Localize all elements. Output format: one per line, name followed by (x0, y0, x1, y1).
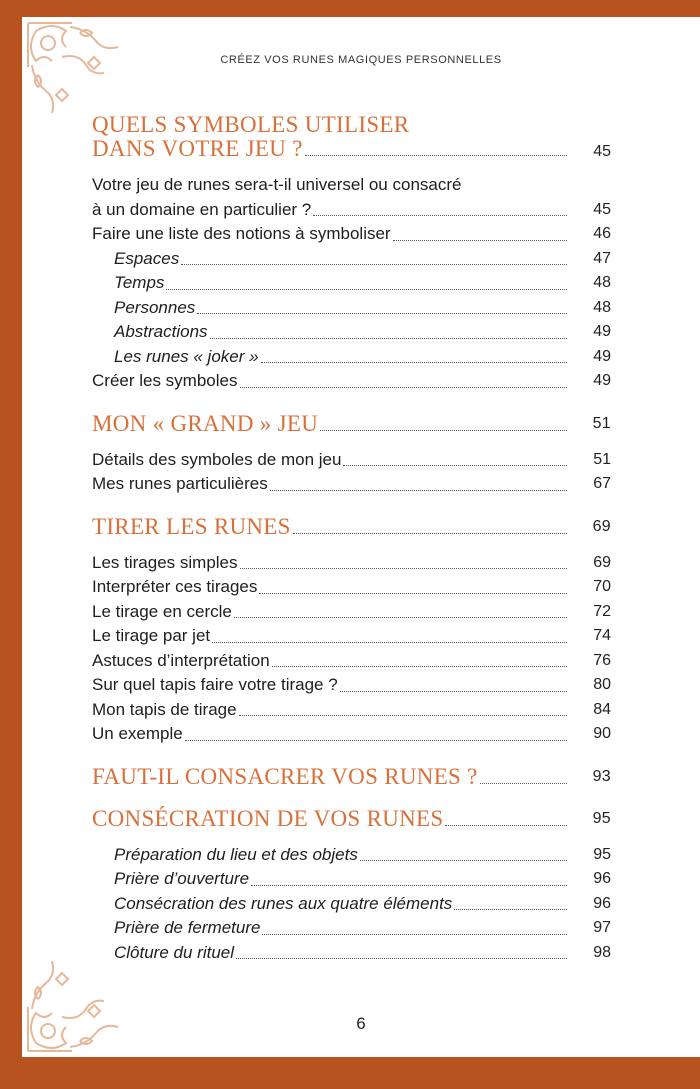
page-ref: 96 (593, 870, 611, 887)
toc-entry (92, 448, 611, 473)
folio-page-number: 6 (356, 1014, 366, 1033)
section-title-line2: DANS VOTRE JEU ? (92, 136, 303, 161)
page-ref: 46 (593, 225, 611, 242)
toc-entry-label: Mon tapis de tirage (92, 699, 237, 719)
toc-subentry (92, 271, 611, 296)
dot-leader (293, 533, 567, 534)
toc-entry-label: Interpréter ces tirages (92, 577, 258, 596)
page-ref: 48 (593, 298, 611, 316)
dot-leader (166, 289, 567, 290)
toc-entry-label: Temps (114, 273, 165, 292)
page-ref: 93 (592, 767, 611, 785)
toc-entry (92, 369, 611, 394)
toc-subentry (92, 247, 611, 272)
dot-leader (251, 885, 567, 886)
toc-entry-label: Personnes (114, 297, 196, 317)
toc-entry-label: Consécration des runes aux quatre éléments (114, 893, 453, 913)
toc-entry-label: Créer les symboles (92, 371, 238, 390)
page-ref: 67 (593, 475, 611, 492)
toc-section-heading (92, 515, 611, 539)
dot-leader (320, 430, 567, 431)
page-ref: 49 (593, 347, 611, 365)
dot-leader (262, 934, 567, 935)
dot-leader (240, 568, 567, 569)
toc-entry-label: Sur quel tapis faire votre tirage ? (92, 675, 338, 694)
toc-entry-label: à un domaine en particulier ? (92, 199, 312, 219)
page-ref: 97 (593, 919, 611, 936)
toc-section-heading (92, 765, 611, 789)
toc-entry (92, 575, 611, 600)
toc-subentry (92, 941, 611, 966)
toc-section-heading (92, 113, 611, 161)
toc-entry-label: Prière d’ouverture (114, 869, 250, 888)
page-ref: 74 (593, 627, 611, 644)
dot-leader (181, 264, 567, 265)
page-ref: 51 (593, 450, 611, 468)
page-ref: 69 (592, 517, 611, 535)
dot-leader (259, 593, 567, 594)
toc-entry (92, 698, 611, 723)
toc-entry (92, 600, 611, 625)
toc-entry (92, 198, 611, 223)
toc-entry-label: Prière de fermeture (114, 918, 261, 937)
toc-entry-label: Espaces (114, 248, 180, 268)
toc-subentry (92, 916, 611, 941)
dot-leader (234, 617, 567, 618)
toc-section-heading (92, 412, 611, 436)
table-of-contents (92, 113, 611, 965)
toc-entry-label: Le tirage par jet (92, 626, 211, 645)
toc-entry-label: Astuces d’interprétation (92, 650, 270, 670)
dot-leader (272, 666, 567, 667)
page-ref: 70 (593, 578, 611, 595)
toc-entry-label: Clôture du rituel (114, 942, 235, 962)
toc-subentry (92, 892, 611, 917)
dot-leader (305, 155, 567, 156)
page-ref: 49 (593, 372, 611, 389)
dot-leader (480, 783, 567, 784)
toc-entry (92, 722, 611, 747)
dot-leader (240, 387, 568, 388)
toc-entry (92, 472, 611, 497)
toc-entry-label: Détails des symboles de mon jeu (92, 449, 342, 469)
page-ref: 96 (593, 894, 611, 912)
dot-leader (454, 909, 567, 910)
page-ref: 72 (593, 602, 611, 620)
dot-leader (197, 313, 567, 314)
toc-section-heading (92, 807, 611, 831)
page-ref: 69 (593, 553, 611, 571)
toc-entry (92, 673, 611, 698)
toc-entry-label: Faire une liste des notions à symboliser (92, 224, 391, 243)
page-ref: 80 (593, 676, 611, 693)
section-title-line1: QUELS SYMBOLES UTILISER (92, 112, 410, 137)
dot-leader (239, 715, 567, 716)
section-title: FAUT-IL CONSACRER VOS RUNES ? (92, 763, 478, 789)
toc-entry-label: Préparation du lieu et des objets (114, 844, 358, 864)
dot-leader (212, 642, 567, 643)
section-title: TIRER LES RUNES (92, 513, 291, 539)
dot-leader (445, 825, 567, 826)
page-ref: 45 (593, 200, 611, 218)
page-ref: 49 (593, 323, 611, 340)
page-ref: 98 (593, 943, 611, 961)
dot-leader (313, 215, 567, 216)
toc-entry-label: Abstractions (114, 322, 208, 341)
page-ref: 48 (593, 274, 611, 291)
toc-entry (92, 624, 611, 649)
dot-leader (340, 691, 567, 692)
toc-subentry (92, 345, 611, 370)
page-ref: 47 (593, 249, 611, 267)
toc-entry (92, 222, 611, 247)
toc-entry (92, 551, 611, 576)
page-ref: 90 (593, 725, 611, 742)
toc-subentry (92, 867, 611, 892)
dot-leader (185, 740, 567, 741)
toc-entry-label: Mes runes particulières (92, 474, 268, 493)
toc-subentry (92, 843, 611, 868)
toc-entry-label: Les tirages simples (92, 552, 238, 572)
page-ref: 76 (593, 651, 611, 669)
book-page (22, 17, 700, 1057)
toc-entry-line1: Votre jeu de runes sera-t-il universel ou consacré (92, 175, 462, 194)
toc-entry-label: Les runes « joker » (114, 346, 259, 366)
dot-leader (270, 490, 567, 491)
toc-subentry (92, 296, 611, 321)
section-title: MON « GRAND » JEU (92, 410, 319, 436)
toc-entry (92, 649, 611, 674)
dot-leader (393, 240, 567, 241)
dot-leader (210, 338, 567, 339)
page-ref: 51 (592, 414, 611, 432)
page-ref: 95 (592, 809, 611, 827)
toc-subentry (92, 320, 611, 345)
dot-leader (360, 860, 567, 861)
dot-leader (261, 362, 567, 363)
dot-leader (343, 465, 567, 466)
dot-leader (236, 958, 567, 959)
toc-entry-label: Le tirage en cercle (92, 601, 232, 621)
toc-entry-label: Un exemple (92, 724, 183, 743)
page-ref: 84 (593, 700, 611, 718)
page-ref: 45 (593, 143, 611, 160)
running-head: CRÉEZ VOS RUNES MAGIQUES PERSONNELLES (220, 54, 502, 66)
section-title: CONSÉCRATION DE VOS RUNES (92, 805, 444, 831)
page-ref: 95 (593, 845, 611, 863)
